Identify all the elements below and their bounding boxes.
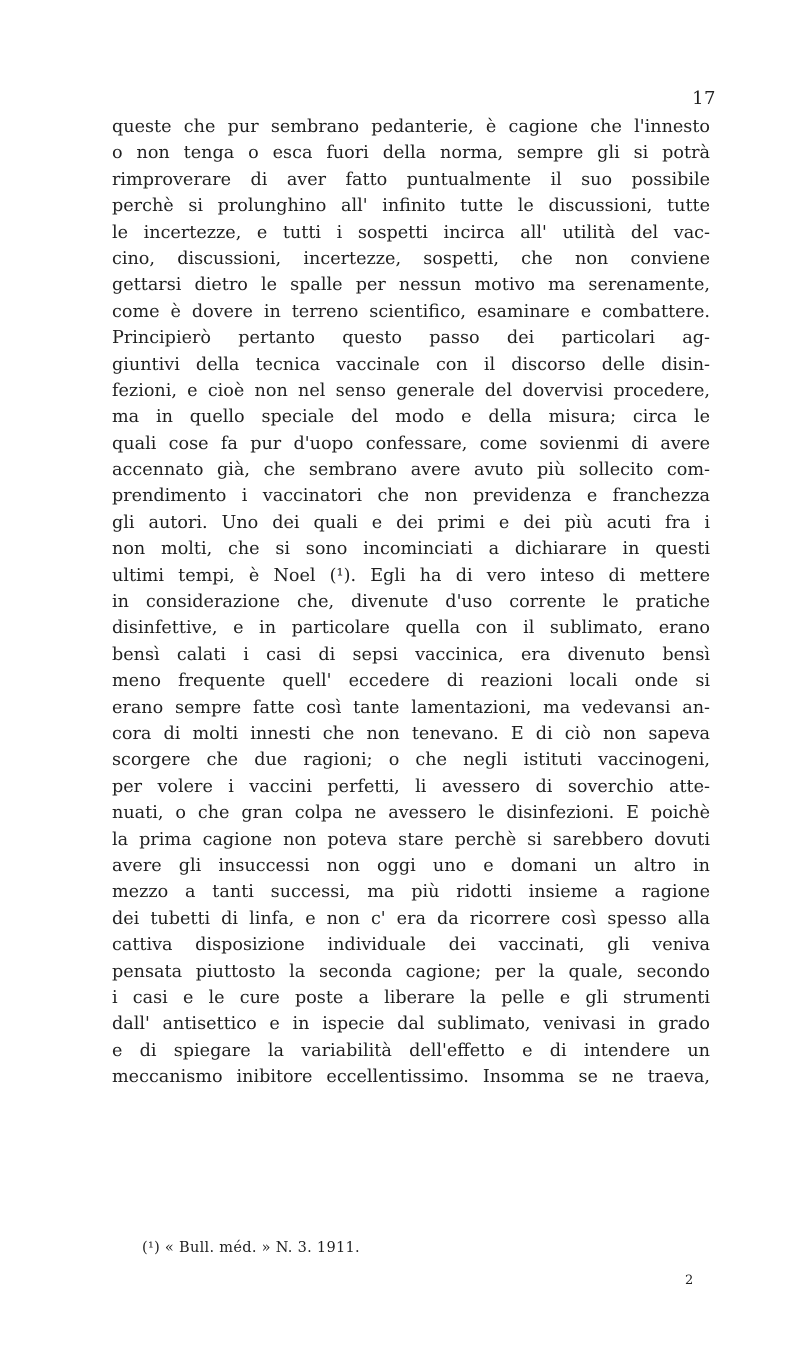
text-line: bensì calati i casi di sepsi vaccinica, era divenuto bensì: [112, 644, 710, 665]
text-line: la prima cagione non poteva stare perchè si sarebbero dovuti: [112, 829, 710, 850]
text-line: Principierò pertanto questo passo dei particolari ag-: [112, 328, 710, 349]
text-line: accennato già, che sembrano avere avuto più sollecito com-: [112, 460, 710, 481]
footnote: (¹) « Bull. méd. » N. 3. 1911.: [142, 1240, 360, 1256]
text-line: meccanismo inibitore eccellentissimo. Insomma se ne traeva,: [112, 1067, 710, 1088]
text-line: quali cose fa pur d'uopo confessare, come sovienmi di avere: [112, 433, 710, 454]
text-line: erano sempre fatte così tante lamentazioni, ma vedevansi an-: [112, 697, 710, 718]
page-number: 17: [692, 88, 716, 109]
text-line: per volere i vaccini perfetti, li avessero di soverchio atte-: [112, 776, 710, 797]
text-line: e di spiegare la variabilità dell'effetto e di intendere un: [112, 1040, 710, 1061]
text-line: dei tubetti di linfa, e non c' era da ricorrere così spesso alla: [112, 908, 710, 929]
text-line: nuati, o che gran colpa ne avessero le disinfezioni. E poichè: [112, 803, 710, 824]
signature-mark: 2: [685, 1273, 694, 1288]
text-line: ultimi tempi, è Noel (¹). Egli ha di vero inteso di mettere: [112, 565, 710, 586]
text-line: avere gli insuccessi non oggi uno e domani un altro in: [112, 855, 710, 876]
text-line: fezioni, e cioè non nel senso generale del dovervisi procedere,: [112, 380, 710, 401]
text-line: scorgere che due ragioni; o che negli istituti vaccinogeni,: [112, 750, 710, 771]
text-line: perchè si prolunghino all' infinito tutte le discussioni, tutte: [112, 196, 710, 217]
text-line: cora di molti innesti che non tenevano. E di ciò non sapeva: [112, 723, 710, 744]
text-line: dall' antisettico e in ispecie dal sublimato, venivasi in grado: [112, 1014, 710, 1035]
text-line: meno frequente quell' eccedere di reazioni locali onde si: [112, 671, 710, 692]
text-line: cino, discussioni, incertezze, sospetti, che non conviene: [112, 248, 710, 269]
text-line: giuntivi della tecnica vaccinale con il discorso delle disin-: [112, 354, 710, 375]
text-line: disinfettive, e in particolare quella con il sublimato, erano: [112, 618, 710, 639]
text-line: in considerazione che, divenute d'uso corrente le pratiche: [112, 592, 710, 613]
text-line: ma in quello speciale del modo e della misura; circa le: [112, 407, 710, 428]
text-line: come è dovere in terreno scientifico, esaminare e combattere.: [112, 301, 710, 322]
text-line: mezzo a tanti successi, ma più ridotti insieme a ragione: [112, 882, 710, 903]
text-line: gettarsi dietro le spalle per nessun motivo ma serenamente,: [112, 275, 710, 296]
text-line: rimproverare di aver fatto puntualmente il suo possibile: [112, 169, 710, 190]
text-line: i casi e le cure poste a liberare la pelle e gli strumenti: [112, 987, 710, 1008]
text-line: non molti, che si sono incominciati a dichiarare in questi: [112, 539, 710, 560]
text-line: le incertezze, e tutti i sospetti incirca all' utilità del vac-: [112, 222, 710, 243]
text-line: gli autori. Uno dei quali e dei primi e dei più acuti fra i: [112, 512, 710, 533]
text-line: cattiva disposizione individuale dei vaccinati, gli veniva: [112, 935, 710, 956]
text-line: prendimento i vaccinatori che non previdenza e franchezza: [112, 486, 710, 507]
text-line: o non tenga o esca fuori della norma, sempre gli si potrà: [112, 143, 710, 164]
text-line: pensata piuttosto la seconda cagione; per la quale, secondo: [112, 961, 710, 982]
text-line: queste che pur sembrano pedanterie, è cagione che l'innesto: [112, 117, 710, 137]
body-text: [112, 114, 710, 1090]
